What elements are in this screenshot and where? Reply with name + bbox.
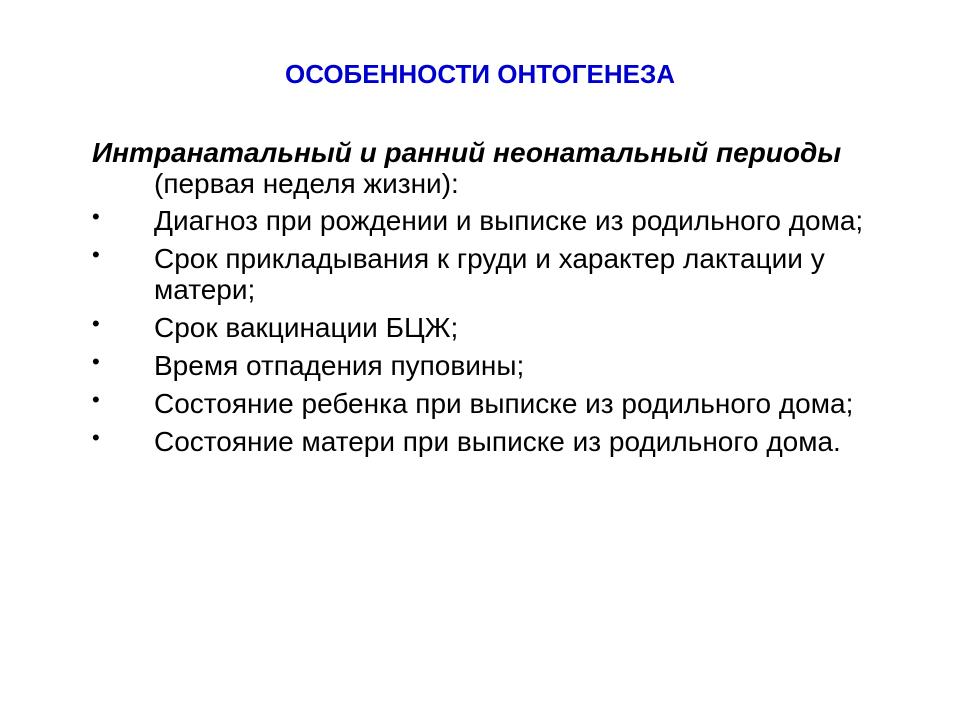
list-item <box>92 205 912 236</box>
list-item-text: Диагноз при рождении и выписке из родильного дома; <box>154 205 864 236</box>
bullet-icon: • <box>92 425 100 450</box>
list-item <box>92 243 912 305</box>
bullet-list <box>92 205 912 457</box>
bullet-icon: • <box>92 311 100 336</box>
intro-rest: (первая неделя жизни): <box>154 168 459 199</box>
list-item-text: Срок прикладывания к груди и характер лактации у матери; <box>154 243 825 305</box>
list-item-text: Состояние матери при выписке из родильного дома. <box>154 426 841 457</box>
intro-paragraph <box>92 137 912 199</box>
list-item <box>92 350 912 381</box>
slide-title: ОСОБЕННОСТИ ОНТОГЕНЕЗА <box>284 59 676 89</box>
list-item <box>92 426 912 457</box>
list-item-text: Срок вакцинации БЦЖ; <box>154 312 459 343</box>
slide-content <box>92 137 912 464</box>
bullet-icon: • <box>92 349 100 374</box>
bullet-icon: • <box>92 204 100 229</box>
intro-lead: Интранатальный и ранний неонатальный периоды <box>92 137 842 168</box>
bullet-icon: • <box>92 242 100 267</box>
list-item <box>92 312 912 343</box>
list-item-text: Время отпадения пуповины; <box>154 350 525 381</box>
list-item-text: Состояние ребенка при выписке из родильного дома; <box>154 388 854 419</box>
bullet-icon: • <box>92 387 100 412</box>
list-item <box>92 388 912 419</box>
